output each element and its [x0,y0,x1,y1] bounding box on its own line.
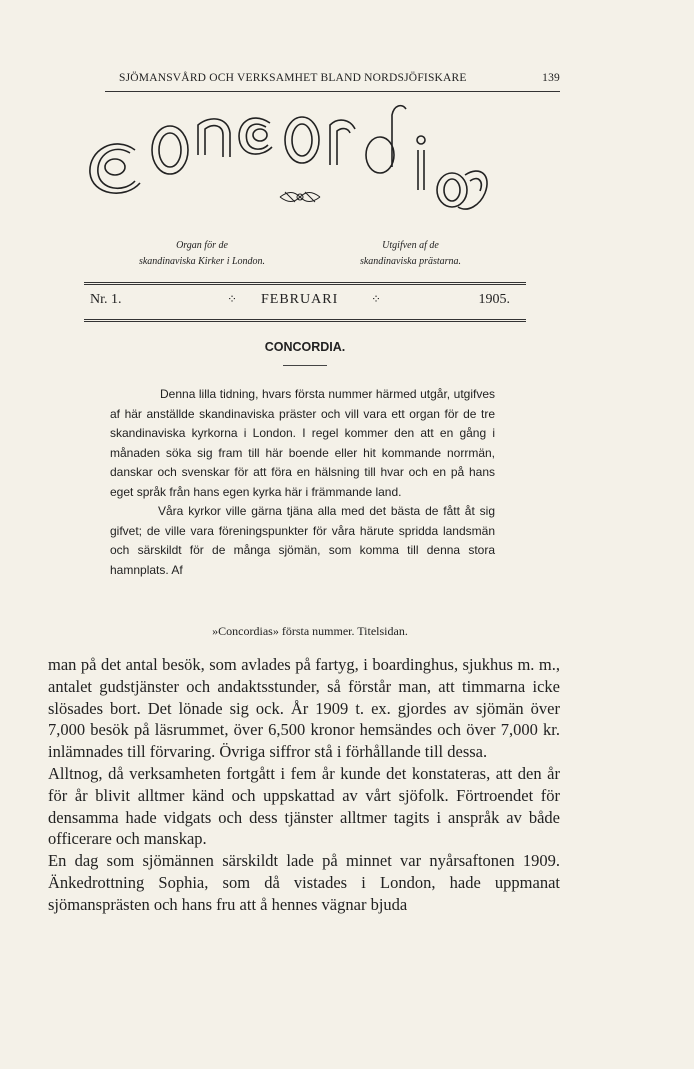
article-body [110,385,495,580]
body-paragraph: En dag som sjömännen särskildt lade på minnet var nyårsaftonen 1909. Änkedrottning Sophia, som då vistades i London, hade uppmanat sjömansprästen och hans fru att å hennes vägnar bjuda [48,851,560,914]
body-paragraph: Alltnog, då verksamheten fortgått i fem år kunde det konstateras, att den år för år blivit alltmer känd och uppskattad av vårt sjöfolk. Förtroendet för densamma hade vidgats och dess tjänster alltmer tagits i anspråk av både officerare och manskap. [48,763,560,849]
article-paragraph: Denna lilla tidning, hvars första nummer härmed utgår, utgifves af här anställde skandinaviska präster och vill vara ett organ för de tre skandinaviska kyrkorna i London. I regel kommer den att en gång i månaden söka sig fram till här boende eller hit kommande norrmän, danskar och svenskar för att föra en hälsning till hvar och en på hans eget språk från hans egen kyrka här i främmande land. [110,387,495,499]
subtitle-right-line1: Utgifven af de [382,240,439,251]
page-number: 139 [542,72,560,84]
issue-number: Nr. 1. [90,292,122,307]
subtitle-left-line2: skandinaviska Kirker i London. [138,256,266,267]
subtitle-right [318,238,503,270]
figure-caption: »Concordias» första nummer. Titelsidan. [212,624,408,638]
article-paragraph: Våra kyrkor ville gärna tjäna alla med det bästa de fått åt sig gifvet; de ville vara föreningspunkter för våra härute spridda landsmän och särskildt för de många sjömän, som komma till denna stora hamnplats. Af [110,504,495,577]
concordia-logo [80,95,520,230]
subtitle-left [112,238,292,270]
article-title: CONCORDIA. [264,340,346,354]
issue-bar [84,282,526,322]
separator-ornament: ⁘ [227,292,238,306]
title-rule [283,365,327,366]
running-head [105,72,560,92]
subtitle-right-line2: skandinaviska prästarna. [359,256,462,267]
issue-month: FEBRUARI [261,292,339,307]
body-paragraph: man på det antal besök, som avlades på fartyg, i boardinghus, sjukhus m. m., antalet gudstjänster och andaktsstunder, så förstår man, att timmarna icke slösades bort. Det lönade sig ock. År 1909 t. ex. gjordes av sjömän över 7,000 besök på läsrummet, över 6,500 kronor hemsändes och över 7,000 kr. inlämnades till förvaring. Övriga siffror stå i förhållande till dessa. [48,655,560,762]
subtitle-left-line1: Organ för de [176,240,228,251]
separator-ornament: ⁘ [371,292,382,306]
issue-year: 1905. [478,292,510,307]
running-head-title: SJÖMANSVÅRD OCH VERKSAMHET BLAND NORDSJÖFISKARE [119,72,467,84]
body-text [48,654,560,916]
